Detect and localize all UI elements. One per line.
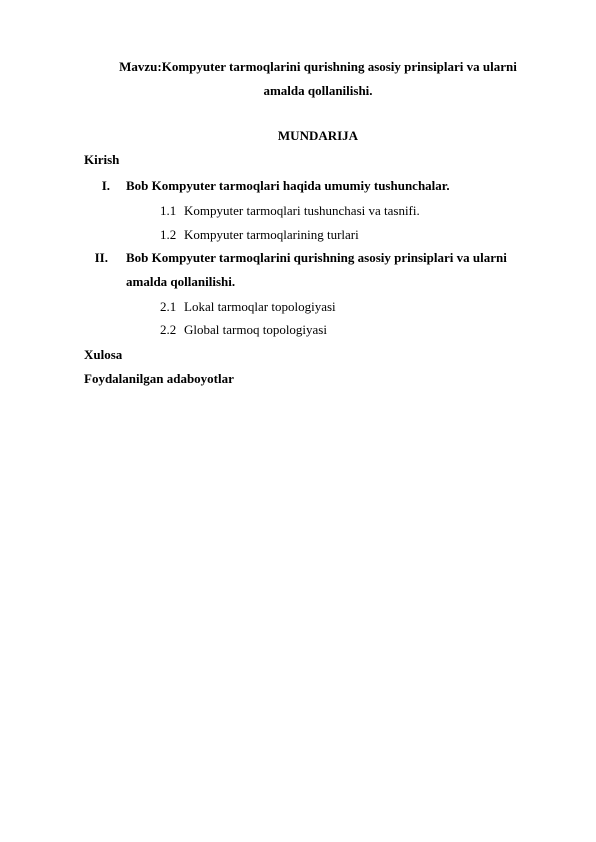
chapter-2-number: II. bbox=[94, 250, 108, 265]
section-1-2-label: Kompyuter tarmoqlarining turlari bbox=[184, 227, 359, 242]
toc-heading: MUNDARIJA bbox=[277, 128, 359, 143]
section-2-1-number: 2.1 bbox=[160, 299, 177, 314]
chapter-2-title-cont: amalda qollanilishi. bbox=[126, 274, 236, 289]
toc-conclusion: Xulosa bbox=[84, 347, 123, 362]
section-1-2-number: 1.2 bbox=[160, 227, 177, 242]
section-2-2-number: 2.2 bbox=[160, 322, 177, 337]
chapter-1-title: Bob Kompyuter tarmoqlari haqida umumiy tushunchalar. bbox=[126, 178, 450, 193]
toc-intro: Kirish bbox=[84, 152, 120, 167]
section-2-1-label: Lokal tarmoqlar topologiyasi bbox=[184, 299, 336, 314]
section-2-2-label: Global tarmoq topologiyasi bbox=[184, 322, 327, 337]
chapter-2-title: Bob Kompyuter tarmoqlarini qurishning asosiy prinsiplari va ularni bbox=[126, 250, 507, 265]
section-1-1-number: 1.1 bbox=[160, 203, 177, 218]
chapter-1-number: I. bbox=[101, 178, 110, 193]
document-title bbox=[82, 55, 554, 103]
section-1-1-label: Kompyuter tarmoqlari tushunchasi va tasnifi. bbox=[184, 203, 420, 218]
title-line-1: Mavzu:Kompyuter tarmoqlarini qurishning asosiy prinsiplari va ularni bbox=[119, 59, 517, 74]
title-line-2: amalda qollanilishi. bbox=[263, 83, 373, 98]
toc-references: Foydalanilgan adaboyotlar bbox=[84, 371, 234, 386]
